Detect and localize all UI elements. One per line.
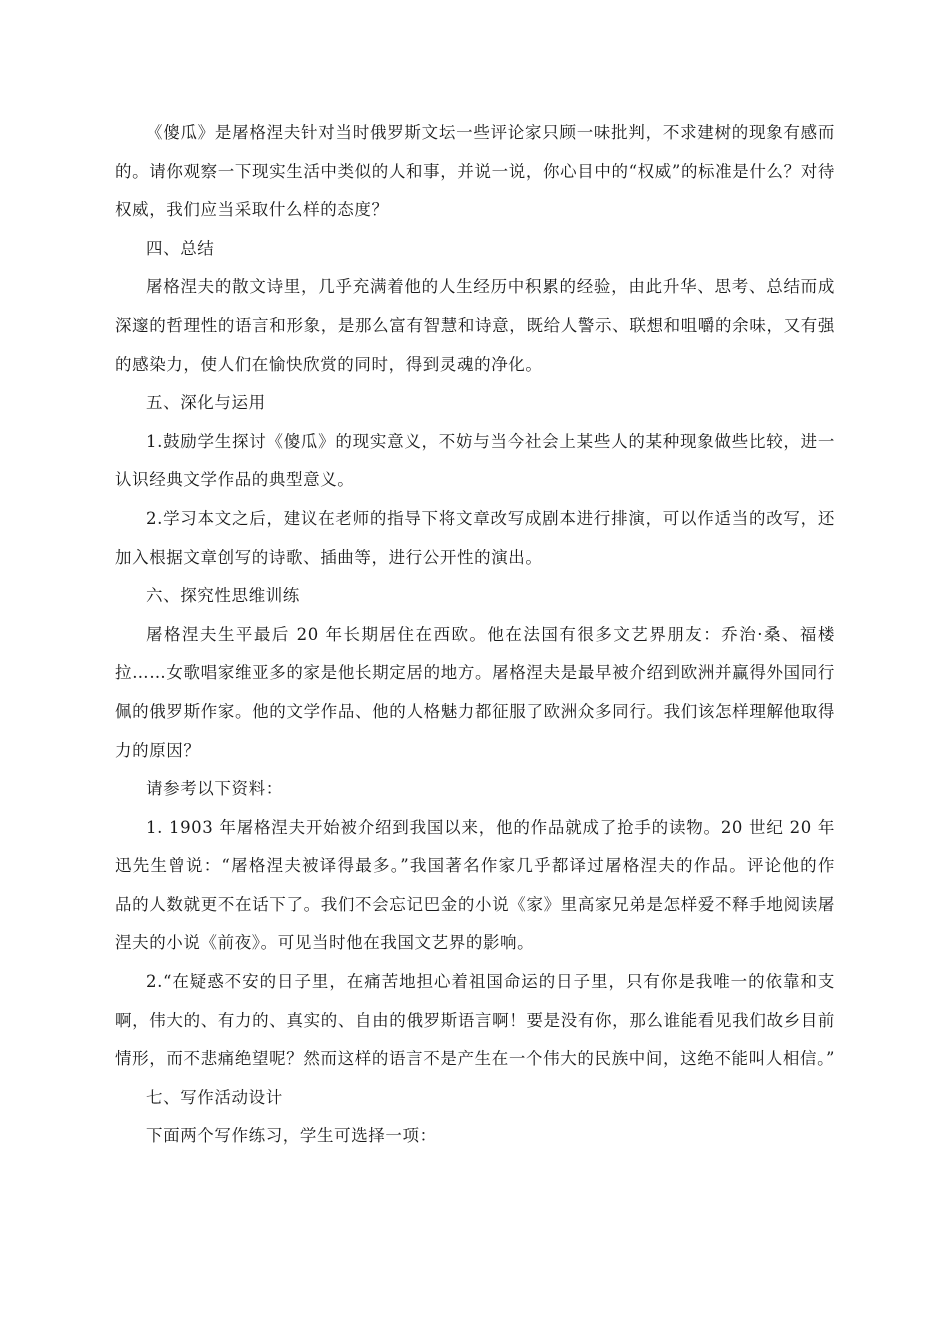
paragraph-line: 屠格涅夫的散文诗里，几乎充满着他的人生经历中积累的经验，由此升华、思考、总结而成: [146, 277, 835, 297]
document-page: [115, 114, 835, 1156]
paragraph-line: 的感染力，使人们在愉快欣赏的同时，得到灵魂的净化。: [115, 354, 543, 374]
paragraph-line: 《傻瓜》是屠格涅夫针对当时俄罗斯文坛一些评论家只顾一味批判，不求建树的现象有感而: [146, 123, 835, 142]
section-heading: 五、深化与运用: [146, 393, 266, 413]
paragraph-line: 力的原因？: [115, 740, 201, 760]
section-heading: 六、探究性思维训练: [146, 586, 300, 606]
paragraph-line: 权威，我们应当采取什么样的态度？: [115, 200, 389, 220]
paragraph-line: 2.学习本文之后，建议在老师的指导下将文章改写成剧本进行排演，可以作适当的改写，还: [146, 508, 835, 528]
paragraph-line: 认识经典文学作品的典型意义。: [115, 470, 355, 490]
paragraph-line: 1. 1903 年屠格涅夫开始被介绍到我国以来，他的作品就成了抢手的读物。20 世纪 20 年: [146, 817, 835, 837]
paragraph-line: 情形，而不悲痛绝望呢？然而这样的语言不是产生在一个伟大的民族中间，这绝不能叫人相信。”: [115, 1049, 835, 1069]
paragraph-line: 佩的俄罗斯作家。他的文学作品、他的人格魅力都征服了欧洲众多同行。我们该怎样理解他取得: [115, 701, 835, 721]
paragraph-line: 1.鼓励学生探讨《傻瓜》的现实意义，不妨与当今社会上某些人的某种现象做些比较，进一: [146, 431, 835, 451]
paragraph-line: 下面两个写作练习，学生可选择一项：: [146, 1126, 437, 1146]
section-heading: 七、写作活动设计: [146, 1087, 283, 1107]
paragraph-line: 品的人数就更不在话下了。我们不会忘记巴金的小说《家》里高家兄弟是怎样爱不释手地阅读屠: [115, 894, 835, 914]
paragraph-line: 涅夫的小说《前夜》。可见当时他在我国文艺界的影响。: [115, 933, 535, 953]
paragraph-line: 2.“在疑惑不安的日子里，在痛苦地担心着祖国命运的日子里，只有你是我唯一的依靠和支: [146, 972, 835, 992]
paragraph-line: 的。请你观察一下现实生活中类似的人和事，并说一说，你心目中的“权威”的标准是什么？对待: [115, 161, 835, 181]
paragraph-line: 屠格涅夫生平最后 20 年长期居住在西欧。他在法国有很多文艺界朋友：乔治·桑、福楼: [146, 624, 835, 644]
paragraph-line: 加入根据文章创写的诗歌、插曲等，进行公开性的演出。: [115, 547, 543, 567]
paragraph-line: 啊，伟大的、有力的、真实的、自由的俄罗斯语言啊！要是没有你，那么谁能看见我们故乡目前: [115, 1010, 835, 1030]
paragraph-line: 请参考以下资料：: [146, 779, 283, 799]
paragraph-line: 深邃的哲理性的语言和形象，是那么富有智慧和诗意，既给人警示、联想和咀嚼的余味，又有强: [115, 315, 835, 335]
section-heading: 四、总结: [146, 238, 215, 258]
paragraph-line: 拉……女歌唱家维亚多的家是他长期定居的地方。屠格涅夫是最早被介绍到欧洲并赢得外国同行: [115, 663, 835, 683]
paragraph-line: 迅先生曾说：“屠格涅夫被译得最多。”我国著名作家几乎都译过屠格涅夫的作品。评论他的作: [115, 856, 835, 876]
